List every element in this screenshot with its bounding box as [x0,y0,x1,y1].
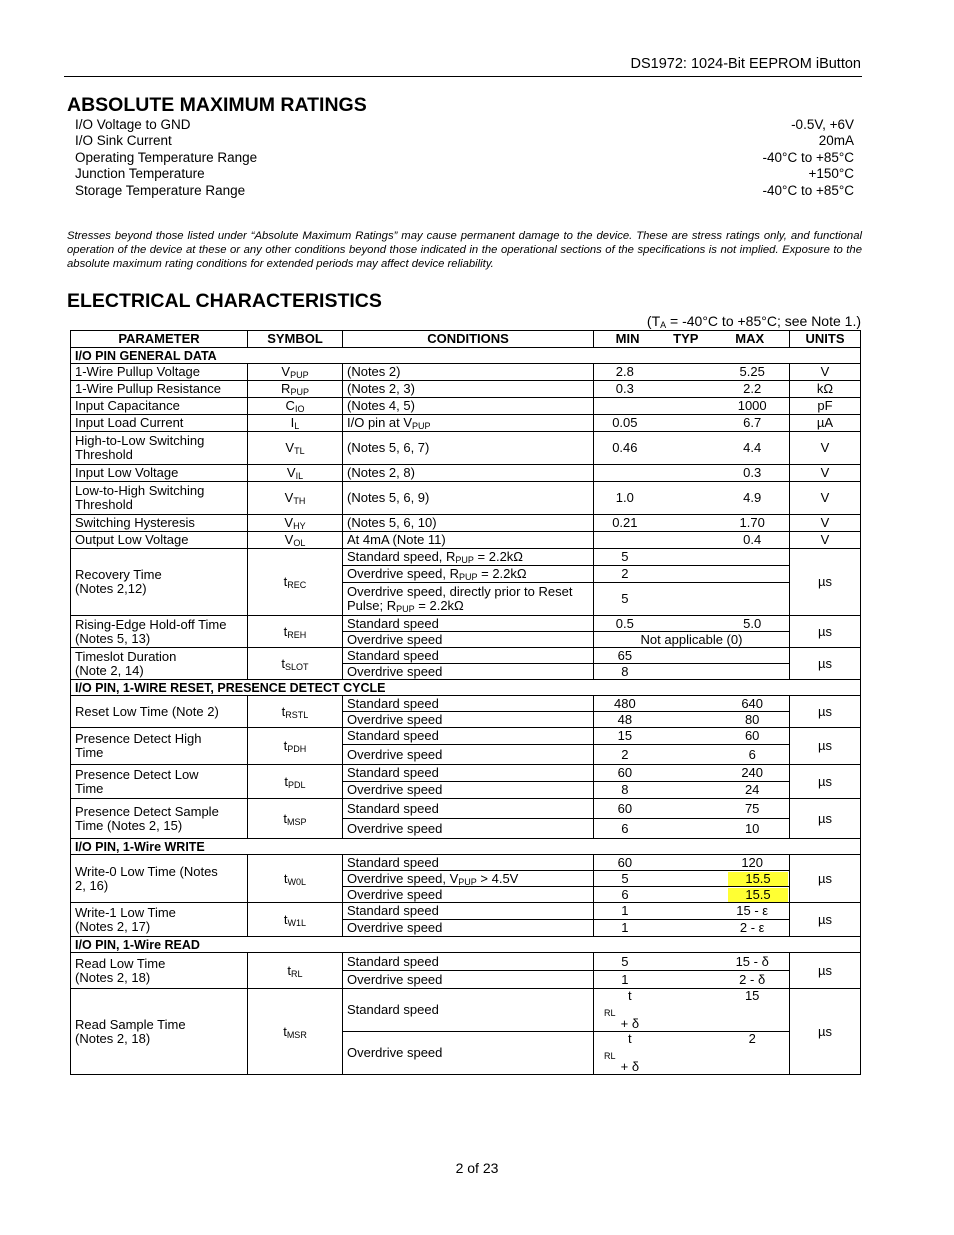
ec-heading: ELECTRICAL CHARACTERISTICS [67,290,382,312]
table-row: Overdrive speed 6 10 [71,819,861,839]
highlighted-value: 15.5 [728,888,788,902]
table-row: Presence Detect Low Time $t_{PDL}$ Standard speed 60 240 µs [71,765,861,782]
section-title: I/O PIN, 1-Wire READ [71,937,861,953]
table-row: Overdrive speed 1 2 - ε [71,920,861,937]
table-row: Overdrive speed 1 2 - δ [71,971,861,989]
table-row: Presence Detect Sample Time (Notes 2, 15) $t_{MSP}$ Standard speed 60 75 µs [71,799,861,819]
stress-note: Stresses beyond those listed under “Absolute Maximum Ratings” may cause permanent damage to the device. These are stress ratings only, and functional operation of the device at these or any other conditions beyond those indicated in the operational sections of the specifications is not implied. Exposure to the absolute maximum rating conditions for extended periods may affect device reliability. [67,230,862,270]
amr-param: Junction Temperature [75,166,205,182]
table-row: Timeslot Duration (Note 2, 14) $t_{SLOT}$ Standard speed 65 µs [71,648,861,664]
col-units: UNITS [790,331,861,348]
table-row: Overdrive speed 48 80 [71,712,861,728]
amr-row [75,150,854,166]
section-title: I/O PIN, 1-WIRE RESET, PRESENCE DETECT CYCLE [71,680,861,696]
table-header-row [71,331,861,348]
col-parameter: PARAMETER [71,331,248,348]
amr-row [75,183,854,199]
amr-value: +150°C [808,166,854,182]
table-row: Read Sample Time (Notes 2, 18) $t_{MSR}$ Standard speed t $_{RL}$ + δ 15 µs [71,989,861,1032]
section-title: I/O PIN GENERAL DATA [71,348,861,364]
table-row: Write-0 Low Time (Notes 2, 16) $t_{W0L}$ Standard speed 60 120 µs [71,855,861,871]
table-row: Rising-Edge Hold-off Time (Notes 5, 13) $t_{REH}$ Standard speed 0.5 5.0 µs [71,616,861,632]
table-row: Overdrive speed 2 6 [71,745,861,765]
table-row: Read Low Time (Notes 2, 18) $t_{RL}$ Standard speed 5 15 - δ µs [71,953,861,971]
amr-value: -0.5V, +6V [791,117,854,132]
table-row: Input Low Voltage $V_{IL}$ (Notes 2, 8) 0.3 V [71,465,861,482]
table-row: Presence Detect High Time $t_{PDH}$ Standard speed 15 60 µs [71,728,861,745]
table-row: Overdrive speed Not applicable (0) [71,632,861,648]
table-row: Overdrive speed, $V_{PUP} > 4.5V$ 5 15.5 [71,871,861,887]
table-row: Input Capacitance $C_{IO}$ (Notes 4, 5) 1000 pF [71,398,861,415]
amr-row [75,133,854,149]
table-row: Output Low Voltage $V_{OL}$ At 4mA (Note 11) 0.4 V [71,532,861,549]
table-row: Input Load Current $I_L$ I/O pin at $V_{PUP}$ 0.05 6.7 µA [71,415,861,432]
col-conditions: CONDITIONS [343,331,594,348]
section-title: I/O PIN, 1-Wire WRITE [71,839,861,855]
table-row: Reset Low Time (Note 2) $t_{RSTL}$ Standard speed 480 640 µs [71,696,861,712]
test-conditions-note: ($T_A = -40^\circ C$ to +85°C; see Note 1.) [646,313,861,330]
amr-value: -40°C to +85°C [762,182,854,198]
amr-param: I/O Sink Current [75,133,172,149]
page-number: 2 of 23 [455,1160,499,1176]
amr-value: 20mA [818,133,854,149]
amr-value: -40°C to +85°C [762,149,854,165]
table-row: Low-to-High Switching Threshold $V_{TH}$ (Notes 5, 6, 9) 1.0 4.9 V [71,482,861,515]
table-row: High-to-Low Switching Threshold $V_{TL}$ (Notes 5, 6, 7) 0.46 4.4 V [71,432,861,465]
table-row: 1-Wire Pullup Voltage $V_{PUP}$ (Notes 2) 2.8 5.25 V [71,364,861,381]
amr-param: Operating Temperature Range [75,149,258,165]
electrical-characteristics-table [70,330,861,1075]
amr-heading: ABSOLUTE MAXIMUM RATINGS [67,94,367,116]
col-values: MIN TYP MAX [594,331,790,348]
table-row: Overdrive speed, directly prior to Reset Pulse; $R_{PUP} = 2.2k\Omega$ 5 [71,583,861,616]
table-row: Overdrive speed 6 15.5 [71,887,861,903]
col-symbol: SYMBOL [248,331,343,348]
amr-row [75,117,854,133]
table-row: Overdrive speed t $_{RL}$ + δ 2 [71,1032,861,1075]
table-row: 1-Wire Pullup Resistance $R_{PUP}$ (Notes 2, 3) 0.3 2.2 kΩ [71,381,861,398]
highlighted-value: 15.5 [728,872,788,886]
table-row: Overdrive speed 8 [71,664,861,680]
amr-param: I/O Voltage to GND [75,117,191,132]
amr-row [75,166,854,182]
amr-param: Storage Temperature Range [75,182,246,198]
document-title: DS1972: 1024-Bit EEPROM iButton [630,56,861,72]
table-row: Switching Hysteresis $V_{HY}$ (Notes 5, 6, 10) 0.21 1.70 V [71,515,861,532]
table-row: Write-1 Low Time (Notes 2, 17) $t_{W1L}$ Standard speed 1 15 - ε µs [71,903,861,920]
table-row: Overdrive speed 8 24 [71,782,861,799]
table-row: Overdrive speed, $R_{PUP} = 2.2k\Omega$ 2 [71,566,861,583]
header-rule [64,76,862,77]
table-row: Recovery Time (Notes 2,12) $t_{REC}$ Standard speed, $R_{PUP} = 2.2k\Omega$ 5 µs [71,549,861,566]
amr-list [75,117,854,199]
